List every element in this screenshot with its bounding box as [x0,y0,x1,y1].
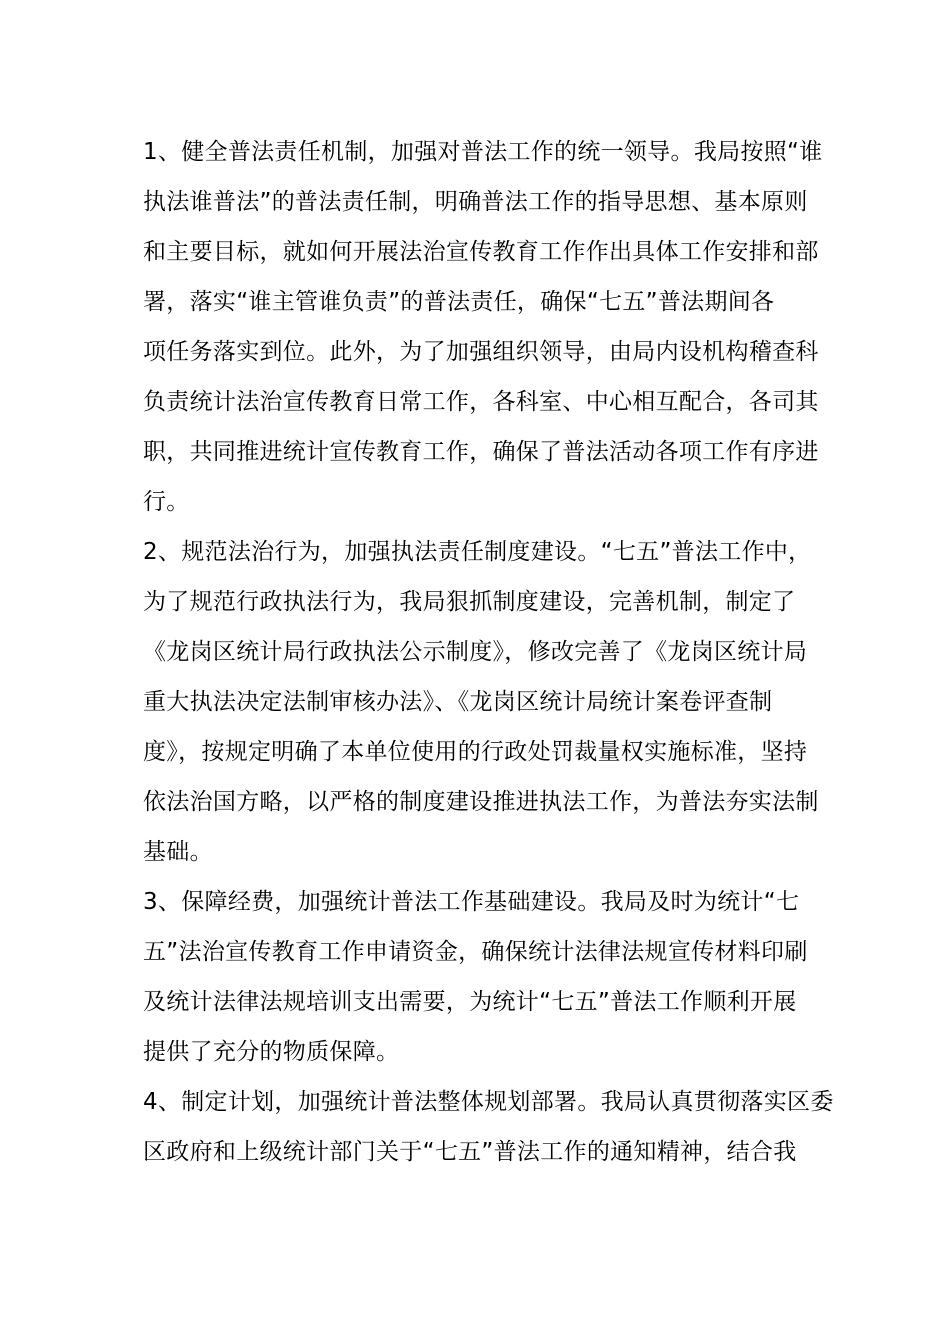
text-line: 提供了充分的物质保障。 [143,1039,400,1065]
paragraph-1 [143,127,823,527]
text-line: 基础。 [143,839,213,865]
text-line: 度》，按规定明确了本单位使用的行政处罚裁量权实施标准，坚持 [143,739,808,765]
document-body [143,127,834,1177]
text-line: 署，落实“谁主管谁负责”的普法责任，确保“七五”普法期间各 [143,289,775,315]
text-line: 执法谁普法”的普法责任制，明确普法工作的指导思想、基本原则 [143,189,808,215]
text-line: 区政府和上级统计部门关于“七五”普法工作的通知精神，结合我 [143,1139,797,1165]
text-line: 及统计法律法规培训支出需要，为统计“七五”普法工作顺利开展 [143,989,797,1015]
text-line: 项任务落实到位。此外，为了加强组织领导，由局内设机构稽查科 [143,339,819,365]
text-line: 《龙岗区统计局行政执法公示制度》，修改完善了《龙岗区统计局 [143,639,808,665]
text-line: 依法治国方略，以严格的制度建设推进执法工作，为普法夯实法制 [143,789,819,815]
text-line: 职，共同推进统计宣传教育工作，确保了普法活动各项工作有序进 [143,439,819,465]
text-line: 和主要目标，就如何开展法治宣传教育工作作出具体工作安排和部 [143,239,819,265]
paragraph-2 [143,527,819,877]
paragraph-3 [143,877,808,1077]
text-line: 负责统计法治宣传教育日常工作，各科室、中心相互配合，各司其 [143,389,819,415]
text-line: 重大执法决定法制审核办法》、《龙岗区统计局统计案卷评查制 [143,689,773,715]
text-line: 五”法治宣传教育工作申请资金，确保统计法律法规宣传材料印刷 [143,939,808,965]
text-line: 4、制定计划，加强统计普法整体规划部署。我局认真贯彻落实区委 [143,1089,834,1115]
text-line: 1、健全普法责任机制，加强对普法工作的统一领导。我局按照“谁 [143,139,823,165]
paragraph-4 [143,1077,834,1177]
text-line: 行。 [143,489,190,515]
text-line: 3、保障经费，加强统计普法工作基础建设。我局及时为统计“七 [143,889,800,915]
text-line: 为了规范行政执法行为，我局狠抓制度建设，完善机制，制定了 [143,589,796,615]
text-line: 2、规范法治行为，加强执法责任制度建设。“七五”普法工作中， [143,539,812,565]
